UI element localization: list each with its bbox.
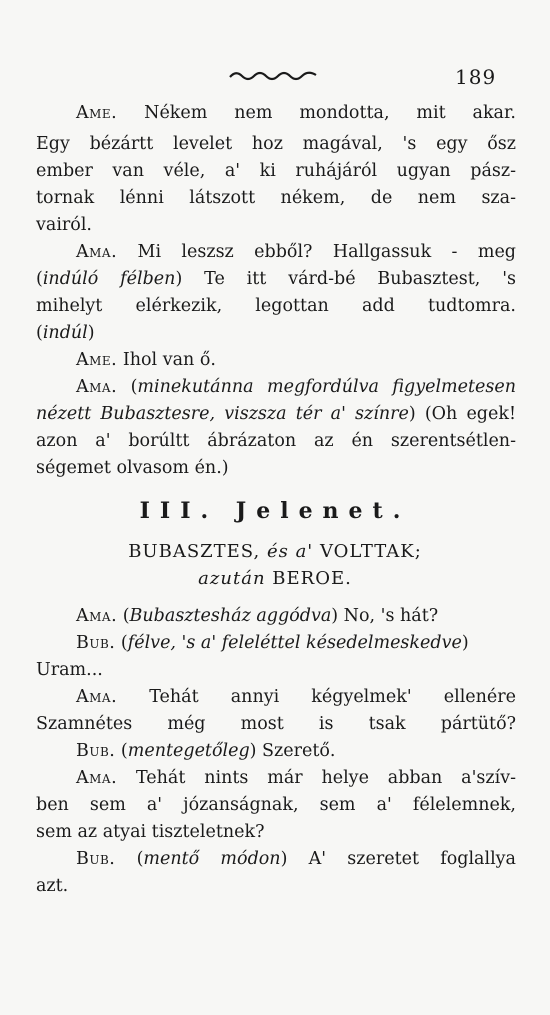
line-text: ) [87, 323, 95, 343]
speaker-name: Ama. [76, 687, 118, 707]
line-text: Nékem nem mondotta, mit akar. [117, 103, 516, 123]
text-line [36, 214, 516, 236]
cast-list [0, 568, 550, 590]
line-text: ) [461, 633, 469, 653]
scene-heading [0, 500, 550, 522]
line-text: ( [115, 849, 144, 869]
text-line [76, 686, 516, 708]
line-text: Szamnétes még most is tsak pártütő? [36, 714, 516, 734]
stage-direction: félve, 's a' feleléttel késedelmeskedve [127, 633, 462, 653]
line-text: ( [115, 633, 128, 653]
speaker-name: Ame. [76, 350, 118, 370]
line-text: ) (Oh egek! [408, 404, 517, 424]
line-text: ) No, 's hát? [331, 606, 439, 626]
line-text: III. Jelenet. [139, 498, 411, 524]
line-text: Egy bézártt levelet hoz magával, 's egy ősz [36, 134, 516, 154]
line-text: Mi leszsz ebből? Hallgassuk - meg [117, 242, 516, 262]
line-text: azt. [36, 876, 69, 896]
line-text: VOLTTAK; [313, 541, 422, 562]
speaker-name: Ama. [76, 242, 118, 262]
text-line [76, 605, 516, 627]
line-text: ( [117, 606, 130, 626]
line-text: sem az atyai tiszteletnek? [36, 822, 265, 842]
line-text: azon a' borúltt ábrázaton az én szerentsétlen- [36, 431, 516, 451]
page-number: 189 [455, 65, 497, 89]
line-text: Tehát annyi kégyelmek' ellenére [117, 687, 516, 707]
line-text: ember van véle, a' ki ruhájáról ugyan pász- [36, 161, 516, 181]
text-line [36, 403, 516, 425]
text-line [76, 349, 516, 371]
line-text: ) A' szeretet foglallya [280, 849, 516, 869]
text-line [36, 457, 516, 479]
line-text: ) Szerető. [249, 741, 336, 761]
line-text: vairól. [36, 215, 92, 235]
line-text: BEROE. [265, 568, 352, 589]
line-text: Uram... [36, 660, 103, 680]
text-line [36, 821, 516, 843]
line-text: Ihol van ő. [117, 350, 216, 370]
stage-direction: mentegetőleg [127, 741, 250, 761]
page-header [0, 62, 550, 92]
speaker-name: Bub. [76, 849, 116, 869]
ornament-rule-icon [228, 68, 318, 82]
text-line [76, 740, 516, 762]
text-line [76, 102, 516, 124]
line-text: BUBASZTES, [128, 541, 267, 562]
text-line [76, 848, 516, 870]
line-text: ) Te itt várd-bé Bubasztest, 's [175, 269, 517, 289]
text-line [36, 659, 516, 681]
stage-direction: minekutánna megfordúlva figyelmetesen [137, 377, 517, 397]
text-line [36, 133, 516, 155]
text-line [36, 713, 516, 735]
line-text: ségemet olvasom én.) [36, 458, 229, 478]
stage-direction: nézett Bubasztesre, viszsza tér a' színre [36, 404, 409, 424]
line-text: ben sem a' józanságnak, sem a' félelemnek, [36, 795, 516, 815]
stage-direction: indúl [42, 323, 88, 343]
speaker-name: Ama. [76, 768, 118, 788]
line-text: Tehát nints már helye abban a'szív- [117, 768, 516, 788]
speaker-name: Bub. [76, 633, 116, 653]
speaker-name: Ama. [76, 377, 118, 397]
text-line [76, 241, 516, 263]
text-line [36, 160, 516, 182]
stage-direction: azután [198, 568, 266, 589]
text-line [36, 187, 516, 209]
text-line [36, 268, 516, 290]
stage-direction: és a' [266, 541, 314, 562]
speaker-name: Ame. [76, 103, 118, 123]
stage-direction: mentő módon [143, 849, 281, 869]
text-line [36, 322, 516, 344]
line-text: ( [117, 377, 138, 397]
line-text: tornak lénni látszott nékem, de nem sza- [36, 188, 516, 208]
line-text: ( [115, 741, 128, 761]
stage-direction: indúló félben [42, 269, 176, 289]
line-text: ( [36, 323, 43, 343]
line-text: mihelyt elérkezik, legottan add tudtomra. [36, 296, 516, 316]
line-text: ( [36, 269, 43, 289]
text-line [36, 295, 516, 317]
stage-direction: Bubasztesház aggódva [129, 606, 332, 626]
text-line [76, 767, 516, 789]
text-line [76, 632, 516, 654]
text-line [36, 794, 516, 816]
speaker-name: Bub. [76, 741, 116, 761]
text-line [36, 875, 516, 897]
text-line [36, 430, 516, 452]
speaker-name: Ama. [76, 606, 118, 626]
cast-list [0, 541, 550, 563]
text-line [76, 376, 516, 398]
